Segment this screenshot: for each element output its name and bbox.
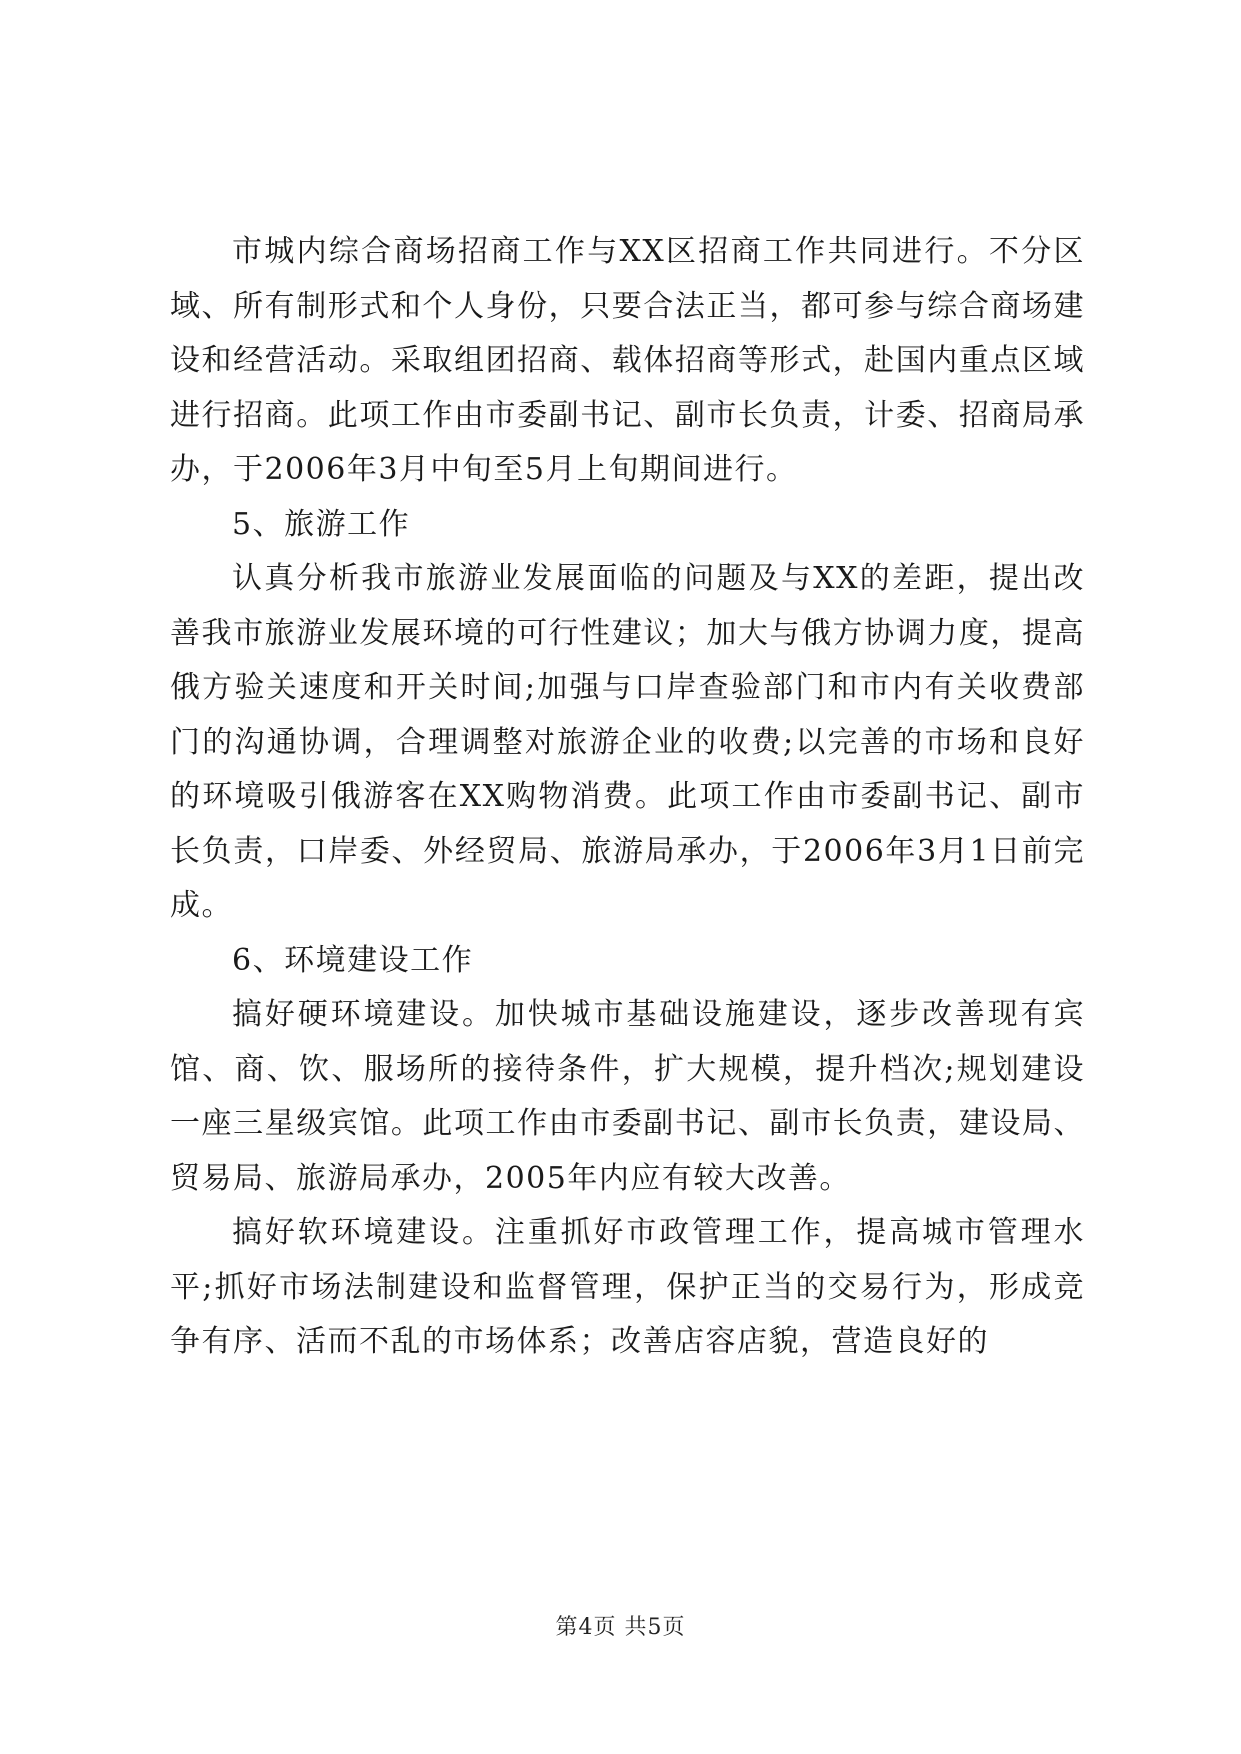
heading-environment: 6、环境建设工作	[232, 942, 474, 978]
paragraph-soft-environment: 搞好软环境建设。注重抓好市政管理工作，提高城市管理水平;抓好市场法制建设和监督管理，保护正当的交易行为，形成竞争有序、活而不乱的市场体系；改善店容店貌，营造良好的	[170, 1215, 1085, 1359]
heading-tourism: 5、旅游工作	[232, 506, 411, 542]
document-body	[170, 225, 1085, 1370]
paragraph-commerce-investment: 市城内综合商场招商工作与XX区招商工作共同进行。不分区域、所有制形式和个人身份，只要合法正当，都可参与综合商场建设和经营活动。采取组团招商、载体招商等形式，赴国内重点区域进行招商。此项工作由市委副书记、副市长负责，计委、招商局承办，于2006年3月中旬至5月上旬期间进行。	[170, 234, 1085, 487]
page-footer: 第4页 共5页	[555, 1615, 686, 1640]
paragraph-tourism: 认真分析我市旅游业发展面临的问题及与XX的差距，提出改善我市旅游业发展环境的可行性建议；加大与俄方协调力度，提高俄方验关速度和开关时间;加强与口岸查验部门和市内有关收费部门的沟通协调，合理调整对旅游企业的收费;以完善的市场和良好的环境吸引俄游客在XX购物消费。此项工作由市委副书记、副市长负责，口岸委、外经贸局、旅游局承办，于2006年3月1日前完成。	[170, 561, 1085, 923]
paragraph-hard-environment: 搞好硬环境建设。加快城市基础设施建设，逐步改善现有宾馆、商、饮、服场所的接待条件，扩大规模，提升档次;规划建设一座三星级宾馆。此项工作由市委副书记、副市长负责，建设局、贸易局、旅游局承办，2005年内应有较大改善。	[170, 997, 1085, 1196]
